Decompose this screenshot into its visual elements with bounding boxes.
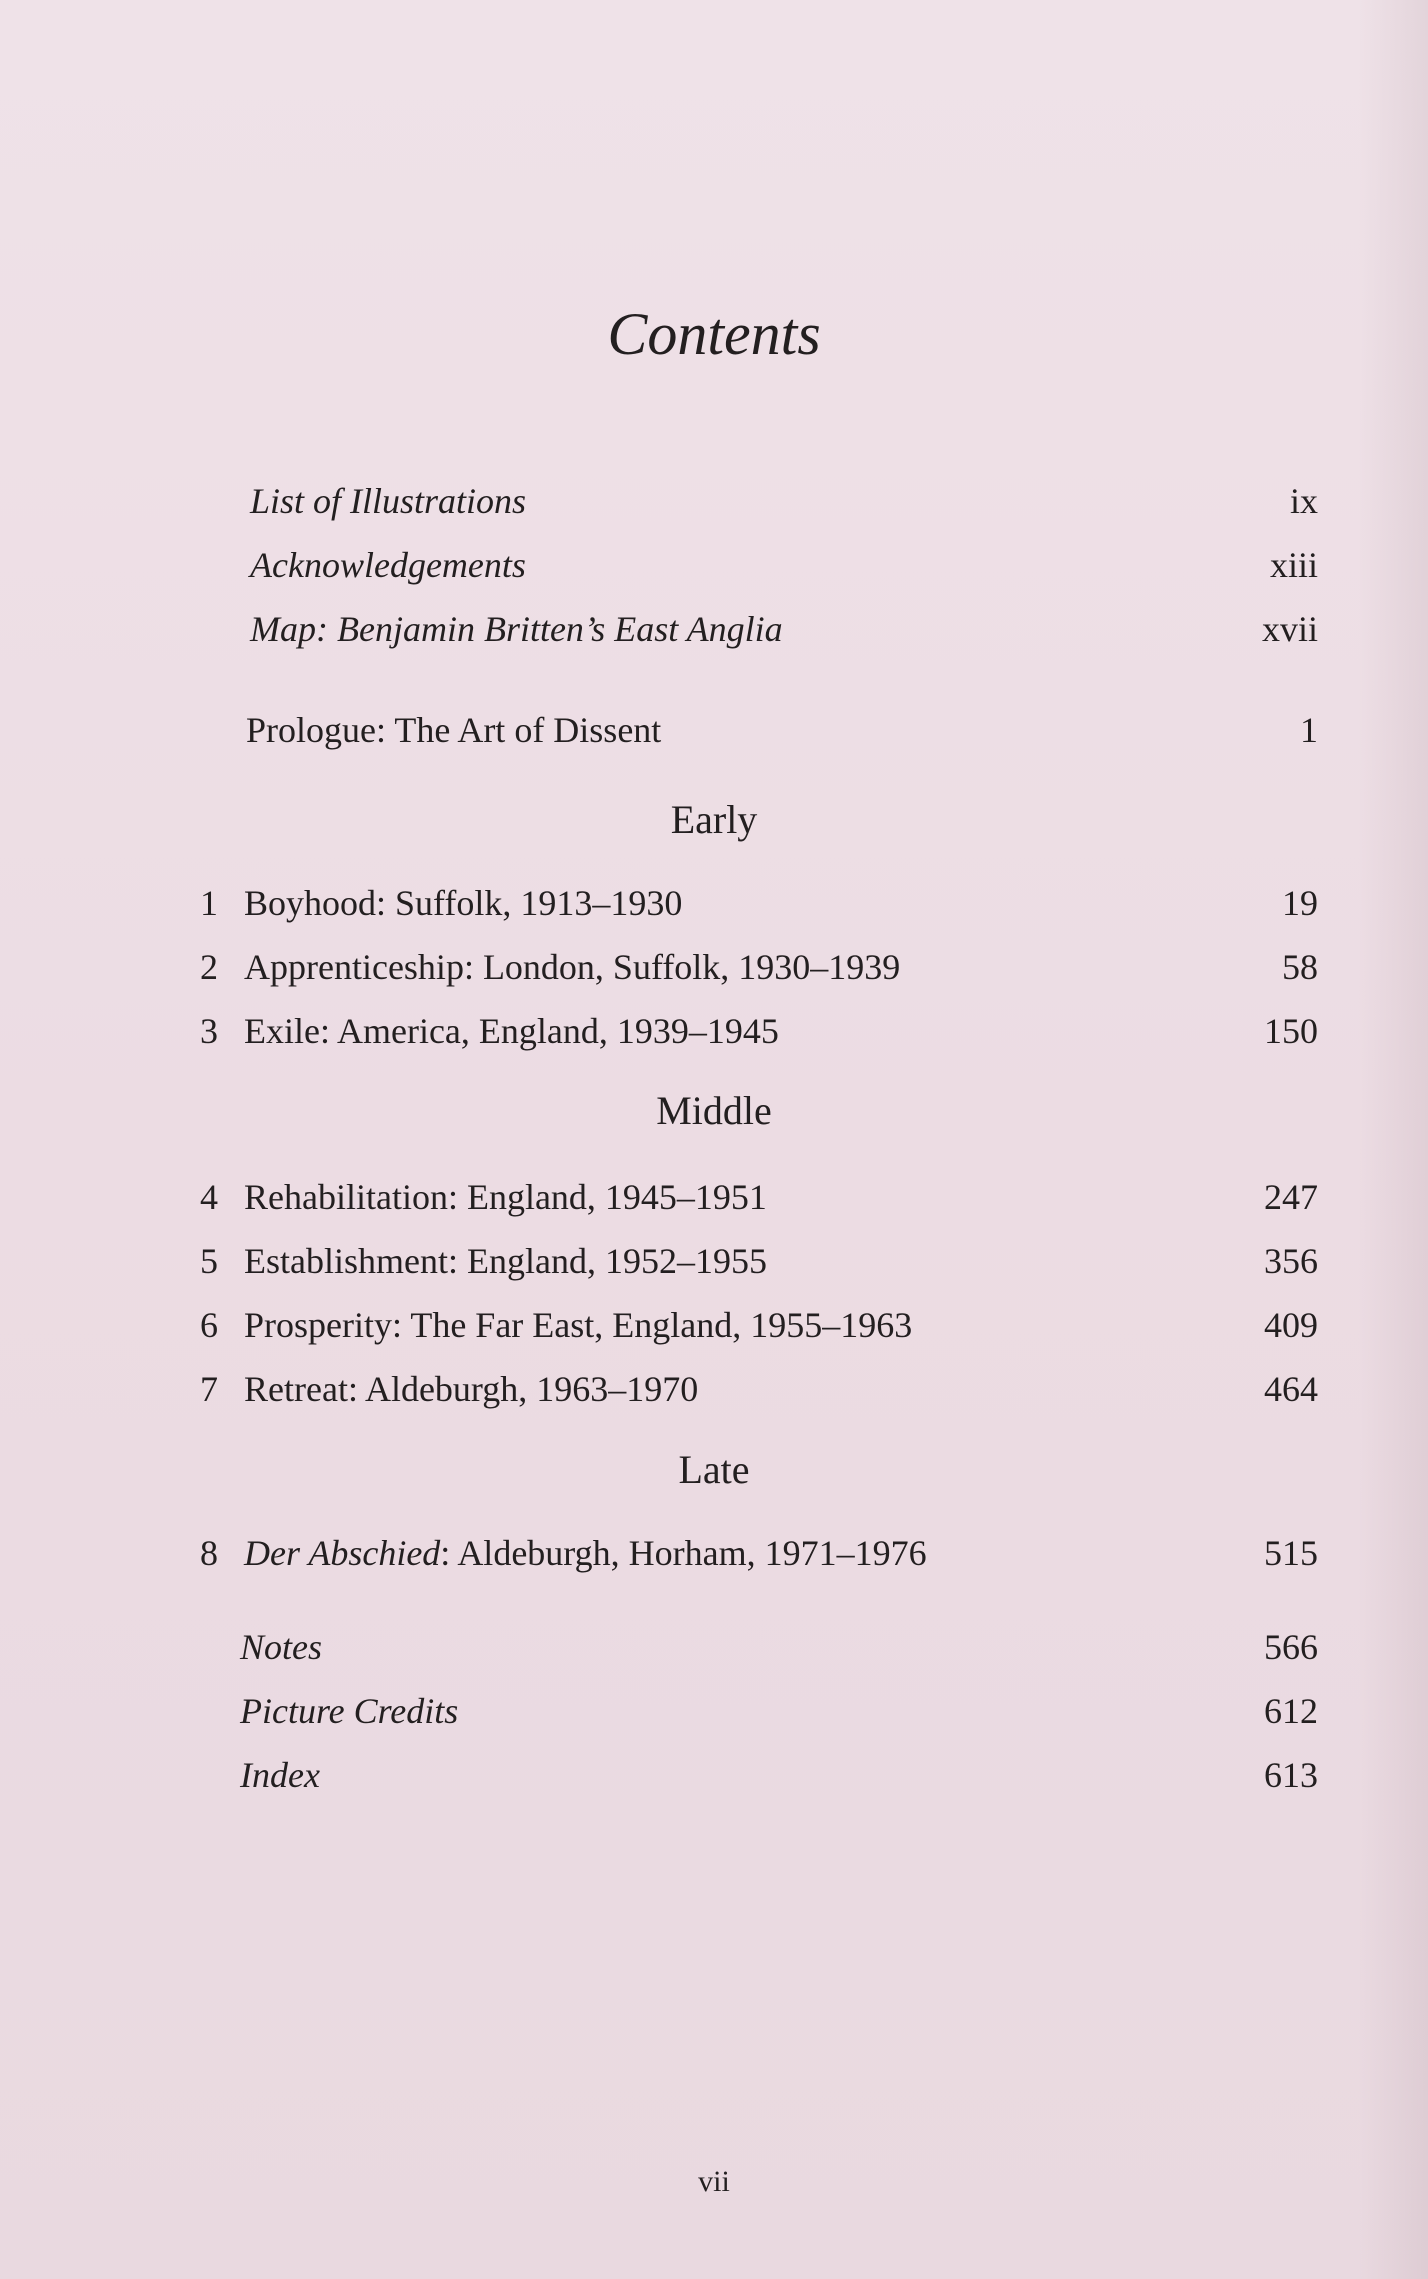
chapter-number: 3: [200, 1011, 218, 1051]
part-heading: Middle: [656, 1088, 772, 1133]
toc-entry-page: 613: [1264, 1755, 1318, 1795]
toc-entry-label: Prologue: The Art of Dissent: [246, 710, 662, 750]
chapter-number: 5: [200, 1241, 218, 1281]
chapter-page: 515: [1264, 1533, 1318, 1573]
toc-entry-page: ix: [1289, 481, 1318, 521]
chapter-title: Prosperity: The Far East, England, 1955–1963: [244, 1305, 913, 1345]
chapter-page: 247: [1264, 1177, 1318, 1217]
toc-entry-page: 1: [1300, 710, 1318, 750]
chapter-title-italic: Der Abschied: [244, 1533, 441, 1573]
toc-chapter: [200, 1300, 1318, 1350]
toc-chapter: [200, 942, 1318, 992]
chapter-page: 19: [1282, 883, 1318, 923]
toc-entry: [200, 540, 1318, 590]
chapter-number: 8: [200, 1533, 218, 1573]
toc-entry: [200, 604, 1318, 654]
toc-entry: [200, 1750, 1318, 1800]
chapter-page: 409: [1264, 1305, 1318, 1345]
chapter-number: 4: [200, 1177, 218, 1217]
toc-entry-label: Notes: [240, 1627, 323, 1667]
chapter-title: Establishment: England, 1952–1955: [244, 1241, 767, 1281]
toc-entry-label: List of Illustrations: [250, 481, 527, 521]
chapter-number: 7: [200, 1369, 218, 1409]
toc-entry-page: xiii: [1269, 545, 1318, 585]
page-number: vii: [698, 2165, 730, 2198]
chapter-title: Retreat: Aldeburgh, 1963–1970: [244, 1369, 699, 1409]
toc-entry-label: Index: [240, 1755, 320, 1795]
toc-entry-label: Picture Credits: [240, 1691, 459, 1731]
toc-entry: [200, 1622, 1318, 1672]
toc-entry-label: Acknowledgements: [250, 545, 526, 585]
chapter-title: [244, 1528, 927, 1578]
page-title: Contents: [607, 301, 821, 367]
chapter-number: 1: [200, 883, 218, 923]
part-heading: Late: [678, 1447, 750, 1492]
toc-entry-page: xvii: [1261, 609, 1318, 649]
toc-chapter: [200, 1236, 1318, 1286]
chapter-title: Apprenticeship: London, Suffolk, 1930–1939: [244, 947, 901, 987]
toc-entry-page: 566: [1264, 1627, 1318, 1667]
chapter-title: Rehabilitation: England, 1945–1951: [244, 1177, 767, 1217]
part-heading: Early: [670, 797, 758, 842]
toc-entry: [200, 1686, 1318, 1736]
toc-entry: [200, 476, 1318, 526]
toc-chapter: [200, 1172, 1318, 1222]
chapter-number: 6: [200, 1305, 218, 1345]
toc-chapter: [200, 1006, 1318, 1056]
chapter-page: 58: [1282, 947, 1318, 987]
chapter-page: 150: [1264, 1011, 1318, 1051]
chapter-number: 2: [200, 947, 218, 987]
toc-entry-prologue: [200, 705, 1318, 755]
chapter-title-rest: : Aldeburgh, Horham, 1971–1976: [440, 1533, 927, 1573]
toc-chapter: [200, 1528, 1318, 1578]
chapter-title: Exile: America, England, 1939–1945: [244, 1011, 779, 1051]
toc-entry-page: 612: [1264, 1691, 1318, 1731]
chapter-page: 356: [1264, 1241, 1318, 1281]
chapter-page: 464: [1264, 1369, 1318, 1409]
chapter-title: Boyhood: Suffolk, 1913–1930: [244, 883, 683, 923]
toc-chapter: [200, 878, 1318, 928]
toc-chapter: [200, 1364, 1318, 1414]
toc-entry-label: Map: Benjamin Britten’s East Anglia: [250, 609, 783, 649]
